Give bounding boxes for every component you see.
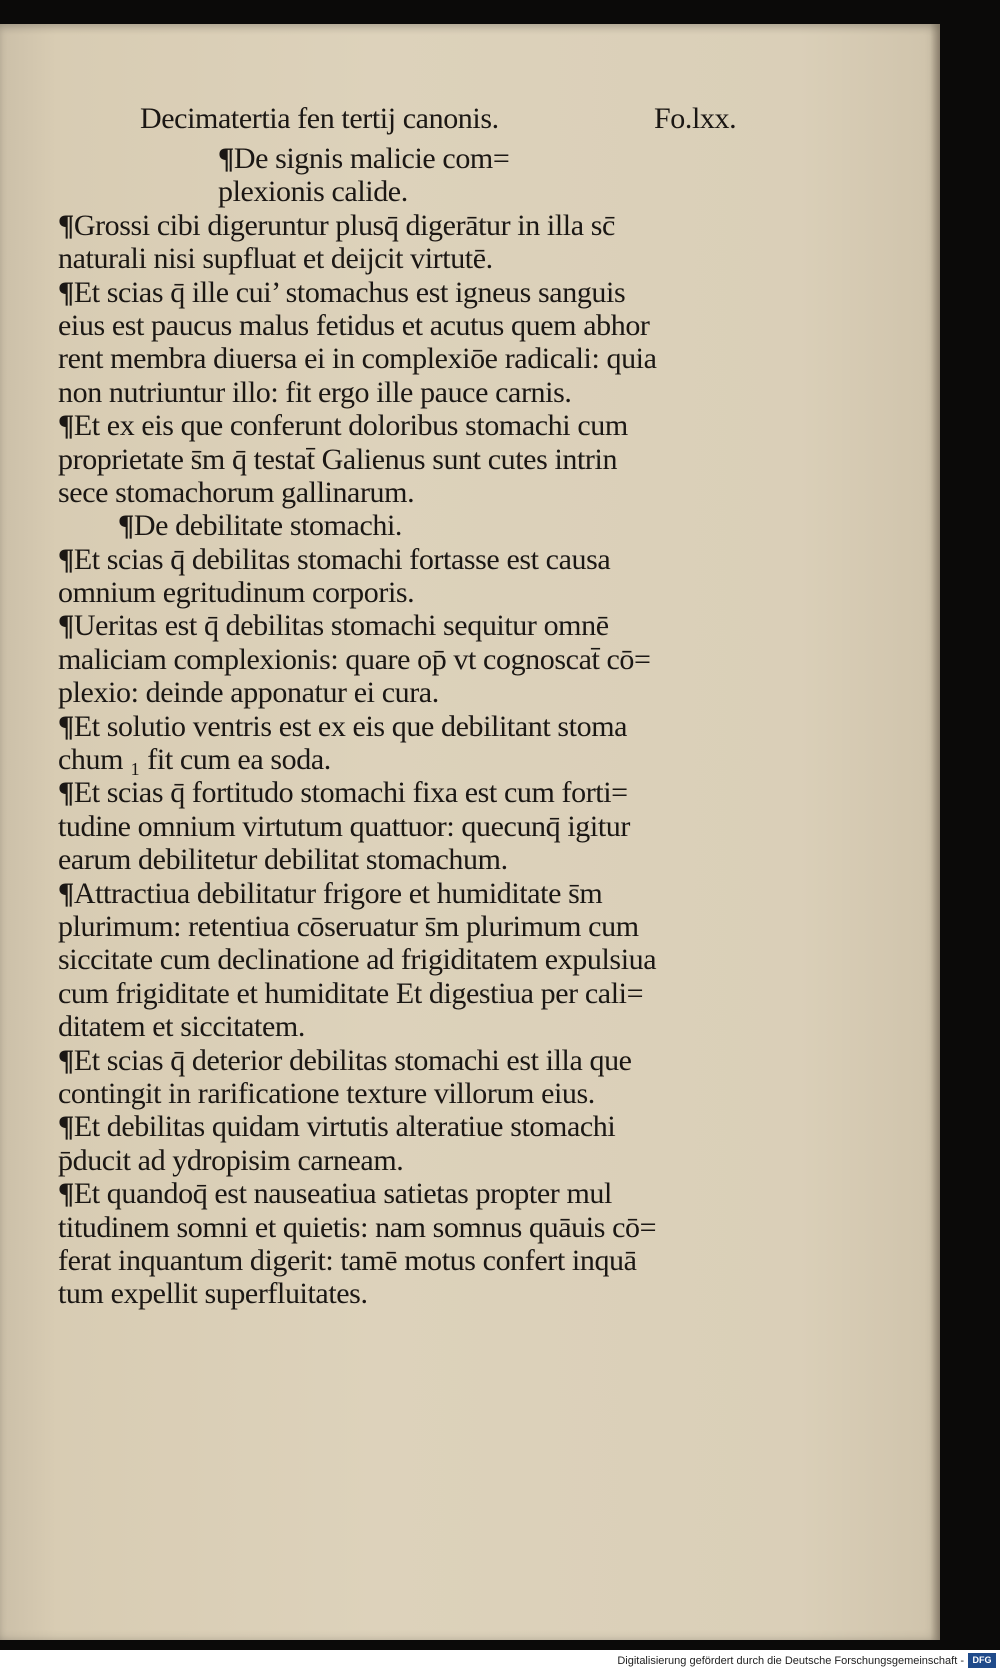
paragraph-mark-icon: ¶ (58, 275, 74, 309)
line-text: Et ex eis que conferunt doloribus stomachi cum (73, 409, 628, 443)
line-text: Et quandoq̄ est nauseatiua satietas propter mul (73, 1177, 612, 1211)
line-text: Et debilitas quidam virtutis alteratiue stomachi (73, 1110, 616, 1144)
line-text: Et scias q̄ debilitas stomachi fortasse est causa (73, 542, 611, 576)
text-line (58, 509, 828, 542)
line-text: eius est paucus malus fetidus et acutus quem abhor (58, 308, 650, 342)
text-line (58, 609, 828, 642)
running-header (58, 94, 828, 142)
paragraph-mark-icon: ¶ (58, 776, 74, 810)
line-text: rent membra diuersa ei in complexiōe radicali: quia (58, 342, 657, 376)
line-text: ditatem et siccitatem. (58, 1010, 305, 1044)
paragraph-mark-icon: ¶ (58, 1177, 74, 1211)
line-text: Grossi cibi digeruntur plusq̄ digerātur in illa sc̄ (73, 208, 615, 242)
line-text: Et scias q̄ deterior debilitas stomachi est illa que (73, 1043, 632, 1077)
book-page (0, 24, 940, 1640)
text-line (58, 1211, 828, 1244)
digitization-footer (0, 1650, 1000, 1672)
paragraph-mark-icon: ¶ (58, 709, 74, 743)
line-text: Et scias q̄ fortitudo stomachi fixa est cum forti= (73, 776, 628, 810)
folio-number: Fo.lxx. (654, 102, 737, 135)
line-text: De debilitate stomachi. (133, 509, 403, 543)
line-text: Attractiua debilitatur frigore et humiditate s̄m (73, 876, 603, 910)
line-text: omnium egritudinum corporis. (58, 576, 415, 610)
footer-credit: Digitalisierung gefördert durch die Deutsche Forschungsgemeinschaft - (617, 1655, 964, 1667)
text-line (58, 276, 828, 309)
text-line (58, 843, 828, 876)
line-text: ferat inquantum digerit: tamē motus confert inquā (58, 1243, 637, 1277)
paragraph-mark-icon: ¶ (58, 1110, 74, 1144)
line-text: non nutriuntur illo: fit ergo ille pauce carnis. (58, 375, 572, 409)
text-line (58, 409, 828, 442)
page-text (58, 94, 828, 1311)
text-line (58, 1044, 828, 1077)
paragraph-mark-icon: ¶ (58, 609, 74, 643)
dfg-logo: DFG (968, 1653, 996, 1668)
text-line (58, 543, 828, 576)
text-line (58, 776, 828, 809)
text-line (58, 576, 828, 609)
line-text: tudine omnium virtutum quattuor: quecunq̄ igitur (58, 809, 630, 843)
line-text: plurimum: retentiua cōseruatur s̄m plurimum cum (58, 909, 639, 943)
header-title: Decimatertia fen tertij canonis. (140, 102, 499, 135)
text-line (58, 1244, 828, 1277)
paragraph-mark-icon: ¶ (58, 208, 74, 242)
text-line (58, 743, 828, 776)
text-line (58, 877, 828, 910)
text-line (58, 1110, 828, 1143)
line-text: plexionis calide. (218, 175, 408, 209)
line-text: De signis malicie com= (233, 142, 510, 175)
text-line (58, 476, 828, 509)
text-line (58, 142, 828, 175)
text-line (58, 443, 828, 476)
text-line (58, 175, 828, 208)
paragraph-mark-icon: ¶ (58, 409, 74, 443)
line-text: titudinem somni et quietis: nam somnus quāuis cō= (58, 1210, 657, 1244)
line-text: earum debilitetur debilitat stomachum. (58, 843, 508, 877)
text-line (58, 676, 828, 709)
line-text: naturali nisi supfluat et deijcit virtutē. (58, 242, 493, 276)
line-text: siccitate cum declinatione ad frigiditatem expulsiua (58, 943, 657, 977)
text-lines (58, 142, 828, 1311)
line-text: cum frigiditate et humiditate Et digestiua per cali= (58, 976, 644, 1010)
paragraph-mark-icon: ¶ (58, 876, 74, 910)
line-text: chum ₁ fit cum ea soda. (58, 743, 331, 777)
text-line (58, 1177, 828, 1210)
text-line (58, 209, 828, 242)
text-line (58, 1277, 828, 1310)
text-line (58, 242, 828, 275)
line-text: tum expellit superfluitates. (58, 1277, 368, 1311)
text-line (58, 710, 828, 743)
line-text: plexio: deinde apponatur ei cura. (58, 676, 439, 710)
text-line (58, 977, 828, 1010)
paragraph-mark-icon: ¶ (118, 509, 134, 543)
line-text: contingit in rarificatione texture villorum eius. (58, 1076, 595, 1110)
text-line (58, 810, 828, 843)
line-text: sece stomachorum gallinarum. (58, 475, 415, 509)
text-line (58, 943, 828, 976)
text-line (58, 309, 828, 342)
line-text: Et solutio ventris est ex eis que debilitant stoma (73, 709, 628, 743)
text-line (58, 342, 828, 375)
line-text: maliciam complexionis: quare op̄ vt cognoscat̄ cō= (58, 642, 651, 676)
paragraph-mark-icon: ¶ (218, 142, 234, 175)
text-line (58, 643, 828, 676)
text-line (58, 910, 828, 943)
line-text: Et scias q̄ ille cui’ stomachus est igneus sanguis (73, 275, 626, 309)
line-text: Ueritas est q̄ debilitas stomachi sequitur omnē (73, 609, 609, 643)
text-line (58, 1010, 828, 1043)
text-line (58, 376, 828, 409)
paragraph-mark-icon: ¶ (58, 542, 74, 576)
line-text: proprietate s̄m q̄ testat̄ Galienus sunt cutes intrin (58, 442, 618, 476)
page-edge-shadow (930, 24, 940, 1640)
line-text: p̄ducit ad ydropisim carneam. (58, 1143, 404, 1177)
paragraph-mark-icon: ¶ (58, 1043, 74, 1077)
text-line (58, 1077, 828, 1110)
text-line (58, 1144, 828, 1177)
